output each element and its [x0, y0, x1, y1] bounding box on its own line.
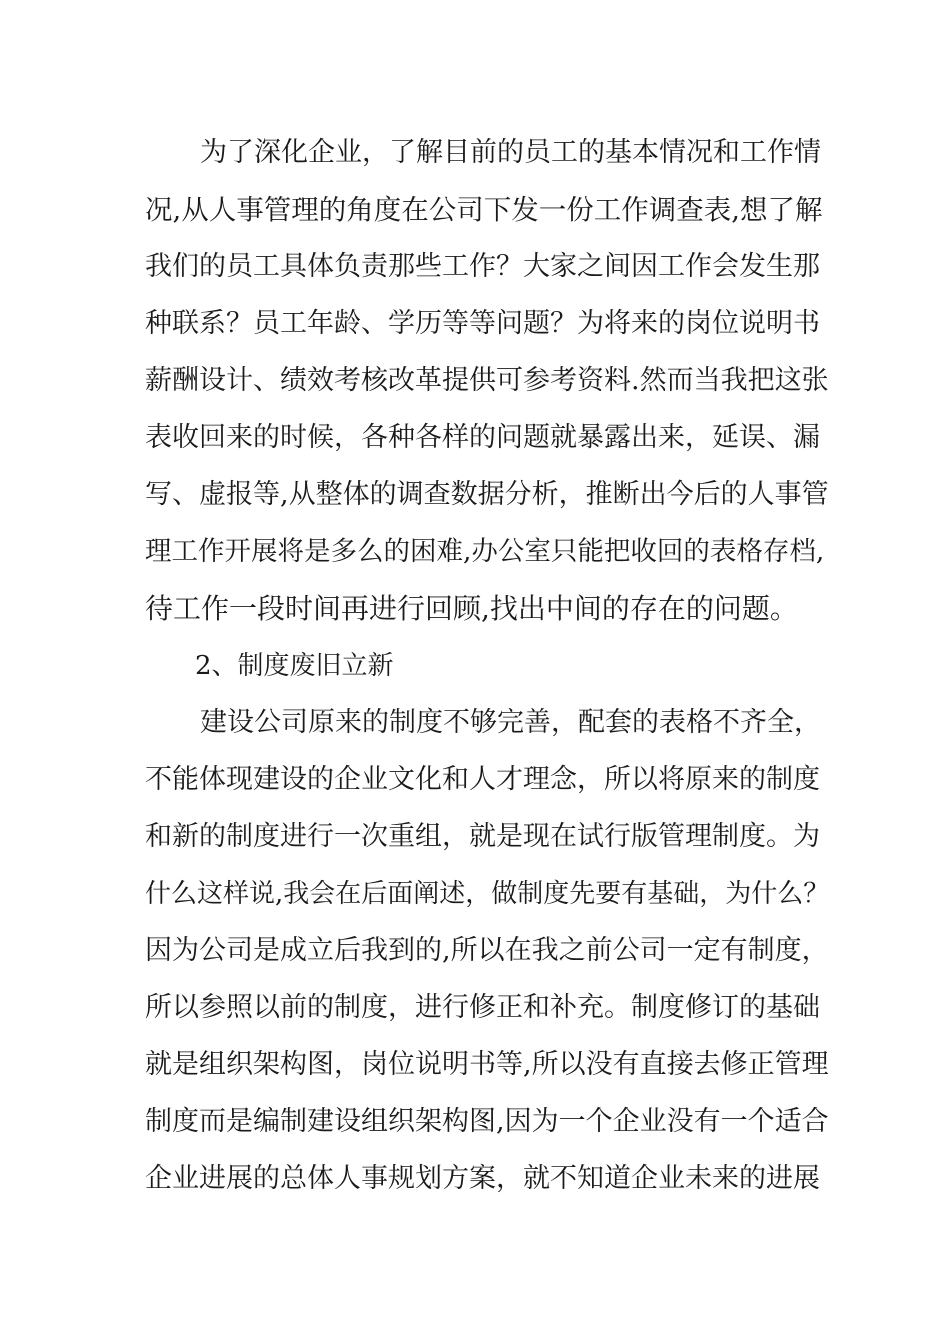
text-line: 制度而是编制建设组织架构图,因为一个企业没有一个适合 [145, 1106, 829, 1137]
text-line: 不能体现建设的企业文化和人才理念，所以将原来的制度 [145, 764, 820, 795]
text-line: 待工作一段时间再进行回顾,找出中间的存在的问题。 [145, 592, 798, 625]
text-line: 为了深化企业，了解目前的员工的基本情况和工作情 [200, 137, 821, 168]
text-line: 企业进展的总体人事规划方案，就不知道企业未来的进展 [145, 1163, 820, 1194]
text-line: 所以参照以前的制度，进行修正和补充。制度修订的基础 [145, 992, 820, 1023]
text-line: 因为公司是成立后我到的,所以在我之前公司一定有制度， [145, 935, 829, 966]
text-line: 就是组织架构图，岗位说明书等,所以没有直接去修正管理 [145, 1049, 829, 1080]
text-line: 写、虚报等,从整体的调查数据分析，推断出今后的人事管 [145, 479, 829, 510]
text-line: 薪酬设计、绩效考核改革提供可参考资料.然而当我把这张 [145, 365, 829, 396]
text-line: 建设公司原来的制度不够完善，配套的表格不齐全， [200, 707, 821, 738]
text-line: 种联系？员工年龄、学历等等问题？为将来的岗位说明书 [145, 308, 820, 339]
text-line: 况,从人事管理的角度在公司下发一份工作调查表,想了解 [145, 194, 823, 226]
text-line: 和新的制度进行一次重组，就是现在试行版管理制度。为 [145, 821, 820, 852]
text-line: 什么这样说,我会在后面阐述，做制度先要有基础，为什么？ [145, 879, 830, 909]
text-line: 我们的员工具体负责那些工作？大家之间因工作会发生那 [145, 251, 820, 282]
text-line: 表收回来的时候，各种各样的问题就暴露出来，延误、漏 [145, 422, 820, 453]
section-heading: 2、制度废旧立新 [195, 651, 394, 681]
text-line: 理工作开展将是多么的困难,办公室只能把收回的表格存档, [145, 536, 825, 567]
